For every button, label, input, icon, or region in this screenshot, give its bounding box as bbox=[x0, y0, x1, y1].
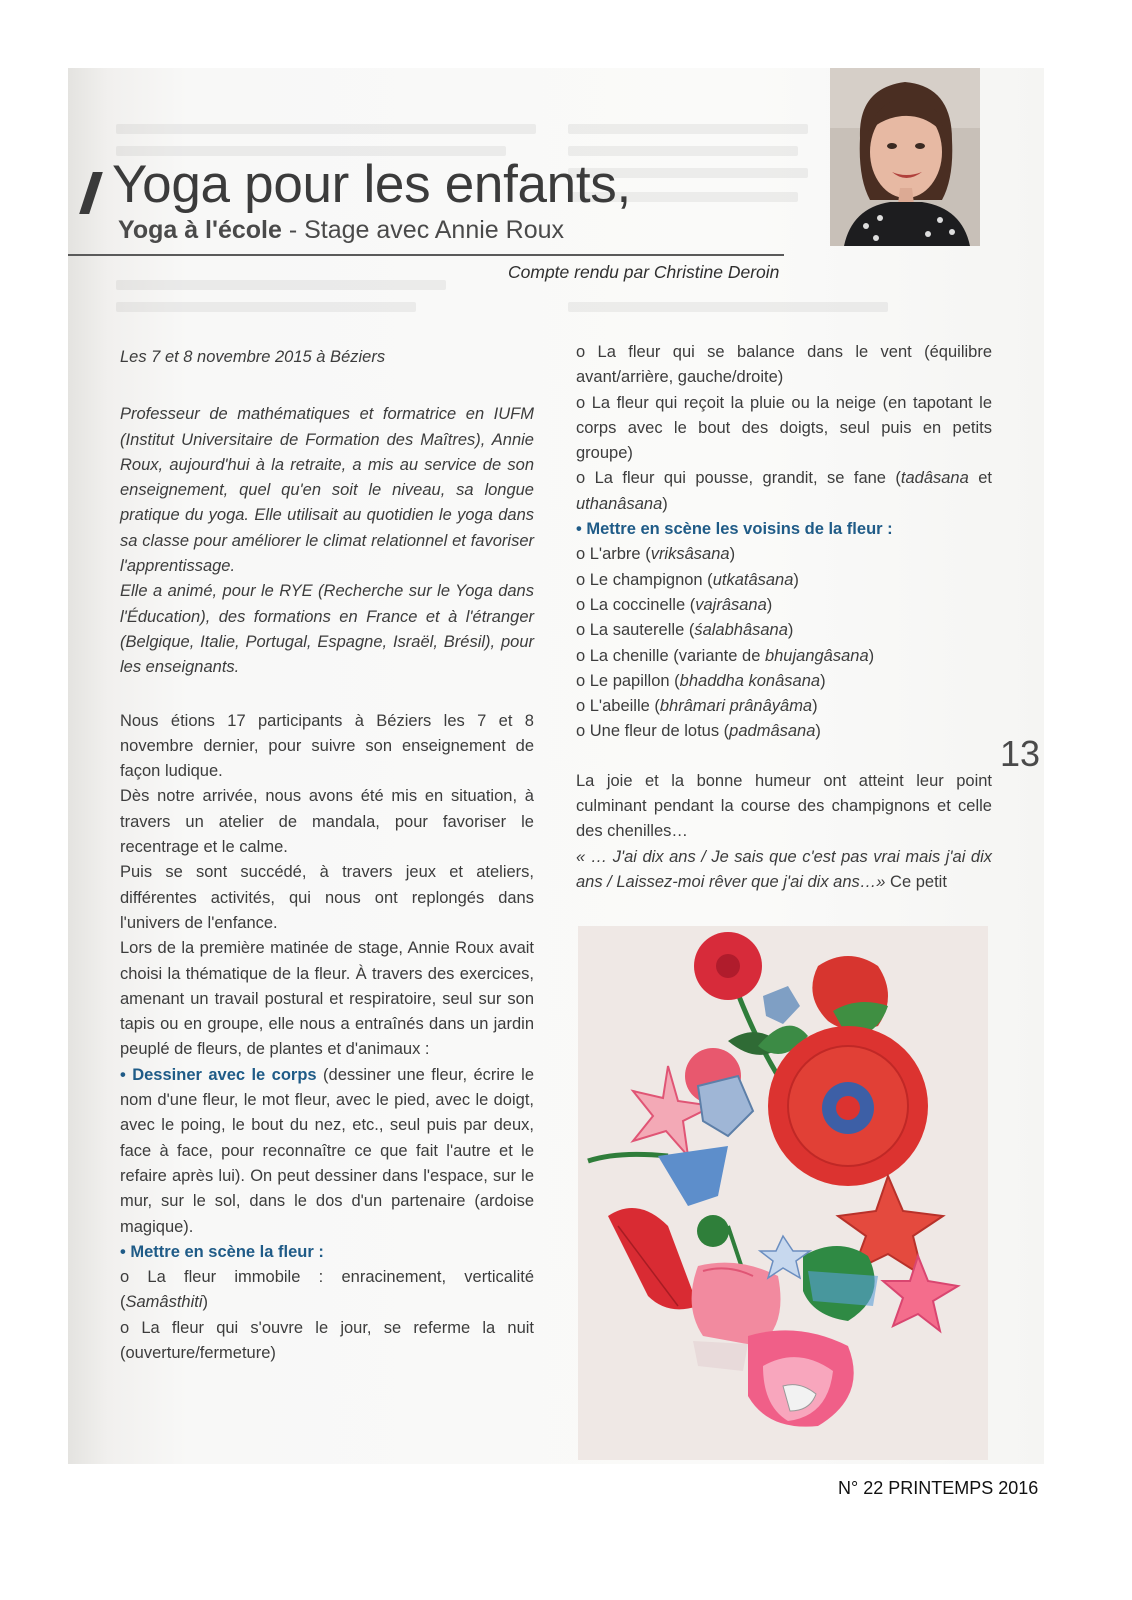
paragraph-text: Ce petit bbox=[885, 872, 947, 891]
song-quote: « … J'ai dix ans / Je sais que c'est pas vrai mais j'ai dix ans / Laissez-moi rêver que j'ai dix ans…» bbox=[576, 847, 992, 891]
list-item-text: o La fleur immobile : enracinement, verticalité ( bbox=[120, 1268, 534, 1312]
list-item-text: o La sauterelle ( bbox=[576, 621, 695, 640]
list-item-text: ) bbox=[820, 671, 826, 690]
article-subtitle bbox=[118, 216, 564, 245]
body-paragraph: Nous étions 17 participants à Béziers les 7 et 8 novembre dernier, pour suivre son enseignement de façon ludique. bbox=[120, 711, 534, 781]
list-item-text: o Le papillon ( bbox=[576, 671, 680, 690]
asana-name: bhujangâsana bbox=[764, 646, 869, 665]
list-item-text: o Le champignon ( bbox=[576, 570, 713, 589]
list-item bbox=[576, 568, 992, 593]
asana-name: Samâsthiti bbox=[125, 1293, 203, 1312]
asana-name: uthanâsana bbox=[576, 494, 663, 513]
body-paragraph: La joie et la bonne humeur ont atteint leur point culminant pendant la course des champignons et celle des chenilles… bbox=[576, 771, 992, 841]
bio-paragraph: Elle a animé, pour le RYE (Recherche sur le Yoga dans l'Éducation), des formations en France et à l'étranger (Belgique, Italie, Portugal, Espagne, Israël, Brésil), pour les enseignants. bbox=[120, 582, 534, 677]
body-paragraph bbox=[120, 1063, 534, 1240]
bleed-through-line bbox=[116, 124, 536, 134]
bleed-through-line bbox=[116, 280, 446, 290]
list-item-text: o L'arbre ( bbox=[576, 545, 651, 564]
section-heading: • Dessiner avec le corps bbox=[120, 1065, 317, 1084]
list-item: o La fleur qui se balance dans le vent (équilibre avant/arrière, gauche/droite) bbox=[576, 343, 992, 387]
subtitle-rest: - Stage avec Annie Roux bbox=[281, 216, 565, 244]
list-item-text: o La coccinelle ( bbox=[576, 595, 696, 614]
quote-paragraph bbox=[576, 845, 992, 896]
bio-paragraph: Professeur de mathématiques et formatrice en IUFM (Institut Universitaire de Formation des Maîtres), Annie Roux, aujourd'hui à la retraite, a mis au service de son enseignement, quel qu'en soit le niveau, sa longue pratique du yoga. Elle utilisait au quotidien le yoga dans sa classe pour améliorer le climat relationnel et favoriser l'apprentissage. bbox=[120, 405, 534, 576]
section-heading: • Mettre en scène les voisins de la fleur : bbox=[576, 520, 893, 539]
list-item bbox=[576, 719, 992, 744]
bleed-through-line bbox=[568, 124, 808, 134]
list-item-text: ) bbox=[202, 1293, 209, 1312]
list-item-text: et bbox=[968, 469, 992, 488]
asana-name: utkatâsana bbox=[712, 570, 794, 589]
list-item-text: ) bbox=[815, 722, 821, 741]
list-item: o La fleur qui s'ouvre le jour, se referme la nuit (ouverture/fermeture) bbox=[120, 1318, 534, 1362]
list-item-text: ) bbox=[868, 646, 875, 665]
paragraph-text: (dessiner une fleur, écrire le nom d'une fleur, le mot fleur, avec le pied, avec le doigt, avec le poing, le bout du nez, etc., seul puis par deux, face à face, pour reconnaître ce que fait l'autre et le refaire après lui). On peut dessiner dans l'espace, sur le mur, sur le sol, dans le dos d'un partenaire (ardoise magique). bbox=[120, 1065, 534, 1236]
column-right bbox=[576, 340, 992, 895]
title-rule bbox=[68, 254, 784, 256]
list-item-text: o L'abeille ( bbox=[576, 697, 660, 716]
paper-flower-collage-photo bbox=[578, 926, 988, 1460]
body-paragraph: Lors de la première matinée de stage, Annie Roux avait choisi la thématique de la fleur. À travers des exercices, amenant un travail postural et respiratoire, seul sur son tapis ou en groupe, elle nous a entraînés dans un jardin peuplé de fleurs, de plantes et d'animaux : bbox=[120, 939, 534, 1059]
asana-name: vajrâsana bbox=[695, 595, 767, 614]
list-item bbox=[576, 644, 992, 669]
subtitle-bold: Yoga à l'école bbox=[118, 216, 282, 244]
author-photo bbox=[830, 68, 980, 246]
asana-name: śalabhâsana bbox=[694, 621, 788, 640]
column-left bbox=[120, 345, 534, 1366]
page-number: 13 bbox=[1000, 733, 1041, 774]
list-item-text: ) bbox=[787, 621, 794, 640]
asana-name: padmâsana bbox=[729, 722, 816, 741]
issue-footer: N° 22 PRINTEMPS 2016 bbox=[838, 1478, 1039, 1498]
list-item bbox=[576, 618, 992, 643]
body-paragraph: Puis se sont succédé, à travers jeux et ateliers, différentes activités, qui nous ont replongés dans l'univers de l'enfance. bbox=[120, 863, 534, 932]
body-paragraph: Dès notre arrivée, nous avons été mis en situation, à travers un atelier de mandala, pour favoriser le recentrage et le calme. bbox=[120, 787, 534, 857]
asana-name: tadâsana bbox=[900, 469, 969, 488]
list-item-text: ) bbox=[662, 494, 668, 513]
bleed-through-line bbox=[116, 302, 416, 312]
section-heading: • Mettre en scène la fleur : bbox=[120, 1242, 324, 1261]
list-item bbox=[576, 466, 992, 517]
article-title: Yoga pour les enfants, bbox=[112, 155, 631, 214]
list-item-text: ) bbox=[729, 545, 736, 564]
list-item-text: o La fleur qui pousse, grandit, se fane ( bbox=[576, 469, 901, 488]
bleed-through-line bbox=[568, 302, 888, 312]
date-line: Les 7 et 8 novembre 2015 à Béziers bbox=[120, 348, 386, 366]
neighbours-list bbox=[576, 542, 992, 744]
asana-name: vriksâsana bbox=[650, 545, 730, 564]
magazine-page-scan bbox=[68, 68, 1044, 1464]
list-item bbox=[576, 593, 992, 618]
list-item bbox=[576, 694, 992, 719]
asana-name: bhaddha konâsana bbox=[679, 671, 821, 690]
list-item bbox=[576, 542, 992, 567]
list-item-text: ) bbox=[793, 570, 799, 589]
list-item-text: o La chenille (variante de bbox=[576, 646, 765, 665]
byline: Compte rendu par Christine Deroin bbox=[508, 262, 780, 282]
list-item bbox=[120, 1265, 534, 1316]
author-portrait-illustration bbox=[830, 68, 980, 246]
list-item: o La fleur qui reçoit la pluie ou la neige (en tapotant le corps avec le bout des doigts, seul puis en petits groupe) bbox=[576, 393, 992, 463]
list-item-text: o Une fleur de lotus ( bbox=[576, 722, 730, 741]
list-item-text: ) bbox=[812, 697, 818, 716]
asana-name: bhrâmari prânâyâma bbox=[659, 697, 813, 716]
paper-flowers-illustration bbox=[578, 926, 988, 1460]
title-slash-mark bbox=[79, 172, 103, 214]
list-item-text: ) bbox=[766, 595, 773, 614]
list-item bbox=[576, 669, 992, 694]
